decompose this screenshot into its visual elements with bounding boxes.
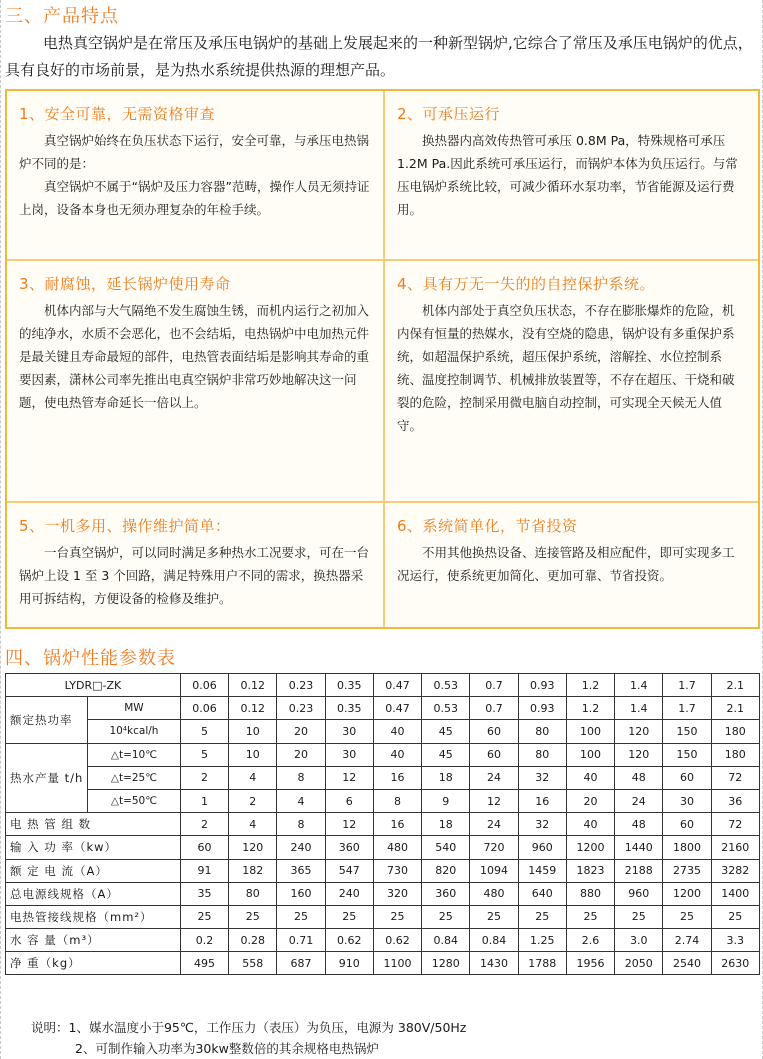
model-cell: 0.35 bbox=[325, 674, 373, 697]
value-cell: 60 bbox=[663, 766, 711, 789]
value-cell: 960 bbox=[615, 882, 663, 905]
value-cell: 180 bbox=[711, 743, 759, 766]
feature-title: 6、系统简单化，节省投资 bbox=[397, 517, 578, 535]
value-cell: 30 bbox=[325, 720, 373, 743]
value-cell: 2188 bbox=[615, 859, 663, 882]
value-cell: 0.84 bbox=[422, 929, 470, 952]
value-cell: 100 bbox=[566, 720, 614, 743]
value-cell: 6 bbox=[325, 789, 373, 812]
value-cell: 480 bbox=[373, 836, 421, 859]
hot-water-label: 热水产量 t/h bbox=[6, 743, 88, 813]
feature-title: 1、安全可靠，无需资格审查 bbox=[19, 105, 216, 123]
value-cell: 2 bbox=[229, 789, 277, 812]
value-cell: 0.7 bbox=[470, 697, 518, 720]
table-row bbox=[6, 905, 760, 928]
value-cell: 40 bbox=[566, 766, 614, 789]
value-cell: 3.0 bbox=[615, 929, 663, 952]
value-cell: 1 bbox=[180, 789, 228, 812]
value-cell: 25 bbox=[277, 905, 325, 928]
value-cell: 1.7 bbox=[663, 697, 711, 720]
value-cell: 40 bbox=[566, 813, 614, 836]
value-cell: 25 bbox=[711, 905, 759, 928]
value-cell: 2630 bbox=[711, 952, 759, 975]
table-row bbox=[6, 743, 760, 766]
value-cell: 0.71 bbox=[277, 929, 325, 952]
model-cell: 2.1 bbox=[711, 674, 759, 697]
value-cell: 1.25 bbox=[518, 929, 566, 952]
feature-title: 2、可承压运行 bbox=[397, 105, 501, 123]
value-cell: 45 bbox=[422, 743, 470, 766]
value-cell: 1800 bbox=[663, 836, 711, 859]
notes bbox=[31, 1017, 466, 1059]
value-cell: 0.28 bbox=[229, 929, 277, 952]
section-title-features: 三、产品特点 bbox=[5, 6, 119, 27]
value-cell: 30 bbox=[325, 743, 373, 766]
table-row bbox=[6, 720, 760, 743]
value-cell: 32 bbox=[518, 813, 566, 836]
value-cell: 1400 bbox=[711, 882, 759, 905]
row-label: 额 定 电 流（A） bbox=[6, 859, 181, 882]
value-cell: 1823 bbox=[566, 859, 614, 882]
feature-title: 3、耐腐蚀，延长锅炉使用寿命 bbox=[19, 275, 231, 293]
model-cell: 0.93 bbox=[518, 674, 566, 697]
value-cell: 60 bbox=[470, 743, 518, 766]
row-label: 电热管接线规格（mm²） bbox=[6, 905, 181, 928]
feature-card bbox=[7, 261, 385, 503]
value-cell: 0.06 bbox=[180, 697, 228, 720]
value-cell: 1430 bbox=[470, 952, 518, 975]
value-cell: 91 bbox=[180, 859, 228, 882]
value-cell: 2 bbox=[180, 766, 228, 789]
row-label: 输 入 功 率（kw） bbox=[6, 836, 181, 859]
features-grid bbox=[5, 89, 760, 629]
value-cell: 18 bbox=[422, 766, 470, 789]
value-cell: 240 bbox=[325, 882, 373, 905]
unit-cell: △t=50℃ bbox=[87, 789, 180, 812]
value-cell: 9 bbox=[422, 789, 470, 812]
value-cell: 558 bbox=[229, 952, 277, 975]
value-cell: 240 bbox=[277, 836, 325, 859]
value-cell: 1100 bbox=[373, 952, 421, 975]
value-cell: 80 bbox=[518, 720, 566, 743]
value-cell: 480 bbox=[470, 882, 518, 905]
value-cell: 12 bbox=[325, 766, 373, 789]
value-cell: 2160 bbox=[711, 836, 759, 859]
table-row bbox=[6, 859, 760, 882]
value-cell: 0.84 bbox=[470, 929, 518, 952]
value-cell: 2540 bbox=[663, 952, 711, 975]
value-cell: 720 bbox=[470, 836, 518, 859]
unit-cell: MW bbox=[87, 697, 180, 720]
value-cell: 36 bbox=[711, 789, 759, 812]
value-cell: 80 bbox=[229, 882, 277, 905]
table-row bbox=[6, 789, 760, 812]
value-cell: 120 bbox=[615, 743, 663, 766]
value-cell: 72 bbox=[711, 766, 759, 789]
model-cell: 1.4 bbox=[615, 674, 663, 697]
model-cell: 0.53 bbox=[422, 674, 470, 697]
value-cell: 10 bbox=[229, 720, 277, 743]
value-cell: 4 bbox=[229, 766, 277, 789]
table-row bbox=[6, 766, 760, 789]
value-cell: 2 bbox=[180, 813, 228, 836]
feature-title: 5、一机多用、操作维护简单： bbox=[19, 517, 231, 535]
feature-text: 机体内部处于真空负压状态，不存在膨胀爆炸的危险，机内保有恒量的热媒水，没有空烧的隐患，锅炉设有多重保护系统，如超温保护系统，超压保护系统，溶解拴、水位控制系统、温度控制调节、机械排放装置等，不存在超压、干烧和破裂的危险，控制采用微电脑自动控制，可实现全天候无人值守。 bbox=[397, 303, 735, 433]
feature-text: 换热器内高效传热管可承压 0.8M Pa，特殊规格可承压 1.2M Pa.因此系统可承压运行，而锅炉本体为负压运行。与常压电锅炉系统比较，可减少循环水泵功率，节省能源及运行费用。 bbox=[397, 133, 738, 217]
model-cell: 0.12 bbox=[229, 674, 277, 697]
value-cell: 960 bbox=[518, 836, 566, 859]
unit-cell: 10⁴kcal/h bbox=[87, 720, 180, 743]
value-cell: 180 bbox=[711, 720, 759, 743]
value-cell: 320 bbox=[373, 882, 421, 905]
value-cell: 5 bbox=[180, 743, 228, 766]
value-cell: 0.62 bbox=[325, 929, 373, 952]
value-cell: 8 bbox=[277, 813, 325, 836]
value-cell: 150 bbox=[663, 743, 711, 766]
value-cell: 45 bbox=[422, 720, 470, 743]
note-line: 说明：1、媒水温度小于95℃，工作压力（表压）为负压，电源为 380V/50Hz bbox=[31, 1020, 467, 1035]
value-cell: 40 bbox=[373, 720, 421, 743]
value-cell: 16 bbox=[373, 813, 421, 836]
value-cell: 820 bbox=[422, 859, 470, 882]
value-cell: 10 bbox=[229, 743, 277, 766]
value-cell: 25 bbox=[615, 905, 663, 928]
value-cell: 16 bbox=[373, 766, 421, 789]
value-cell: 60 bbox=[470, 720, 518, 743]
value-cell: 2.1 bbox=[711, 697, 759, 720]
value-cell: 24 bbox=[470, 766, 518, 789]
feature-text: 一台真空锅炉，可以同时满足多种热水工况要求，可在一台锅炉上设 1 至 3 个回路，满足特殊用户不同的需求，换热器采用可拆结构，方便设备的检修及维护。 bbox=[19, 545, 370, 606]
row-label: 水 容 量（m³） bbox=[6, 929, 181, 952]
value-cell: 160 bbox=[277, 882, 325, 905]
value-cell: 1956 bbox=[566, 952, 614, 975]
rated-heat-label: 额定热功率 bbox=[6, 697, 88, 743]
value-cell: 18 bbox=[422, 813, 470, 836]
value-cell: 20 bbox=[277, 743, 325, 766]
intro-paragraph: 电热真空锅炉是在常压及承压电锅炉的基础上发展起来的一种新型锅炉,它综合了常压及承压电锅炉的优点，具有良好的市场前景，是为热水系统提供热源的理想产品。 bbox=[5, 34, 753, 79]
value-cell: 5 bbox=[180, 720, 228, 743]
value-cell: 1200 bbox=[663, 882, 711, 905]
value-cell: 32 bbox=[518, 766, 566, 789]
table-row bbox=[6, 836, 760, 859]
table-row bbox=[6, 929, 760, 952]
value-cell: 0.47 bbox=[373, 697, 421, 720]
value-cell: 24 bbox=[615, 789, 663, 812]
value-cell: 20 bbox=[566, 789, 614, 812]
row-label: 总电源线规格（A） bbox=[6, 882, 181, 905]
value-cell: 150 bbox=[663, 720, 711, 743]
value-cell: 1.2 bbox=[566, 697, 614, 720]
feature-card bbox=[385, 503, 758, 627]
table-row bbox=[6, 697, 760, 720]
value-cell: 687 bbox=[277, 952, 325, 975]
table-header-row bbox=[6, 674, 760, 697]
feature-text-2: 真空锅炉不属于“锅炉及压力容器”范畴，操作人员无须持证上岗，设备本身也无须办理复杂的年检手续。 bbox=[19, 179, 370, 217]
value-cell: 365 bbox=[277, 859, 325, 882]
model-cell: 1.7 bbox=[663, 674, 711, 697]
value-cell: 0.53 bbox=[422, 697, 470, 720]
value-cell: 4 bbox=[277, 789, 325, 812]
value-cell: 0.62 bbox=[373, 929, 421, 952]
value-cell: 547 bbox=[325, 859, 373, 882]
value-cell: 25 bbox=[518, 905, 566, 928]
value-cell: 1200 bbox=[566, 836, 614, 859]
table-row bbox=[6, 882, 760, 905]
model-cell: 1.2 bbox=[566, 674, 614, 697]
value-cell: 25 bbox=[229, 905, 277, 928]
value-cell: 48 bbox=[615, 813, 663, 836]
feature-card bbox=[385, 261, 758, 503]
value-cell: 495 bbox=[180, 952, 228, 975]
value-cell: 880 bbox=[566, 882, 614, 905]
table-row bbox=[6, 813, 760, 836]
params-table bbox=[5, 673, 760, 975]
feature-text: 真空锅炉始终在负压状态下运行，安全可靠，与承压电热锅炉不同的是： bbox=[19, 133, 370, 171]
model-cell: 0.47 bbox=[373, 674, 421, 697]
value-cell: 20 bbox=[277, 720, 325, 743]
value-cell: 8 bbox=[277, 766, 325, 789]
value-cell: 182 bbox=[229, 859, 277, 882]
table-row bbox=[6, 952, 760, 975]
row-label: 电 热 管 组 数 bbox=[6, 813, 181, 836]
value-cell: 2.6 bbox=[566, 929, 614, 952]
value-cell: 0.2 bbox=[180, 929, 228, 952]
value-cell: 60 bbox=[180, 836, 228, 859]
value-cell: 8 bbox=[373, 789, 421, 812]
value-cell: 0.35 bbox=[325, 697, 373, 720]
value-cell: 0.93 bbox=[518, 697, 566, 720]
value-cell: 35 bbox=[180, 882, 228, 905]
value-cell: 60 bbox=[663, 813, 711, 836]
value-cell: 72 bbox=[711, 813, 759, 836]
value-cell: 1094 bbox=[470, 859, 518, 882]
unit-cell: △t=10℃ bbox=[87, 743, 180, 766]
value-cell: 360 bbox=[422, 882, 470, 905]
value-cell: 0.12 bbox=[229, 697, 277, 720]
note-line: 2、可制作输入功率为30kw整数倍的其余规格电热锅炉 bbox=[75, 1041, 379, 1056]
section-title-params: 四、锅炉性能参数表 bbox=[5, 648, 176, 669]
value-cell: 25 bbox=[566, 905, 614, 928]
value-cell: 0.23 bbox=[277, 697, 325, 720]
value-cell: 16 bbox=[518, 789, 566, 812]
value-cell: 80 bbox=[518, 743, 566, 766]
value-cell: 25 bbox=[180, 905, 228, 928]
model-cell: 0.7 bbox=[470, 674, 518, 697]
model-cell: 0.06 bbox=[180, 674, 228, 697]
value-cell: 40 bbox=[373, 743, 421, 766]
value-cell: 2050 bbox=[615, 952, 663, 975]
value-cell: 100 bbox=[566, 743, 614, 766]
value-cell: 24 bbox=[470, 813, 518, 836]
value-cell: 1440 bbox=[615, 836, 663, 859]
value-cell: 1788 bbox=[518, 952, 566, 975]
model-header-label: LYDR□-ZK bbox=[6, 674, 181, 697]
feature-title: 4、具有万无一失的的自控保护系统。 bbox=[397, 275, 656, 293]
value-cell: 1280 bbox=[422, 952, 470, 975]
value-cell: 12 bbox=[470, 789, 518, 812]
value-cell: 1.4 bbox=[615, 697, 663, 720]
value-cell: 2.74 bbox=[663, 929, 711, 952]
value-cell: 2735 bbox=[663, 859, 711, 882]
value-cell: 360 bbox=[325, 836, 373, 859]
value-cell: 540 bbox=[422, 836, 470, 859]
value-cell: 730 bbox=[373, 859, 421, 882]
value-cell: 25 bbox=[325, 905, 373, 928]
value-cell: 3.3 bbox=[711, 929, 759, 952]
value-cell: 3282 bbox=[711, 859, 759, 882]
model-cell: 0.23 bbox=[277, 674, 325, 697]
feature-text: 不用其他换热设备、连接管路及相应配件，即可实现多工况运行，使系统更加简化、更加可靠、节省投资。 bbox=[397, 545, 735, 583]
value-cell: 910 bbox=[325, 952, 373, 975]
unit-cell: △t=25℃ bbox=[87, 766, 180, 789]
value-cell: 25 bbox=[663, 905, 711, 928]
value-cell: 120 bbox=[229, 836, 277, 859]
value-cell: 120 bbox=[615, 720, 663, 743]
feature-card bbox=[7, 503, 385, 627]
feature-text: 机体内部与大气隔绝不发生腐蚀生锈，而机内运行之初加入的纯净水，水质不会恶化，也不会结垢，电热锅炉中电加热元件是最关键且寿命最短的部件，电热管表面结垢是影响其寿命的重要因素，潇林公司率先推出电真空锅炉非常巧妙地解决这一问题，使电热管寿命延长一倍以上。 bbox=[19, 303, 370, 410]
value-cell: 25 bbox=[470, 905, 518, 928]
feature-card bbox=[385, 91, 758, 261]
value-cell: 640 bbox=[518, 882, 566, 905]
value-cell: 30 bbox=[663, 789, 711, 812]
value-cell: 48 bbox=[615, 766, 663, 789]
value-cell: 12 bbox=[325, 813, 373, 836]
value-cell: 4 bbox=[229, 813, 277, 836]
value-cell: 25 bbox=[373, 905, 421, 928]
value-cell: 25 bbox=[422, 905, 470, 928]
row-label: 净 重（kg） bbox=[6, 952, 181, 975]
value-cell: 1459 bbox=[518, 859, 566, 882]
feature-card bbox=[7, 91, 385, 261]
